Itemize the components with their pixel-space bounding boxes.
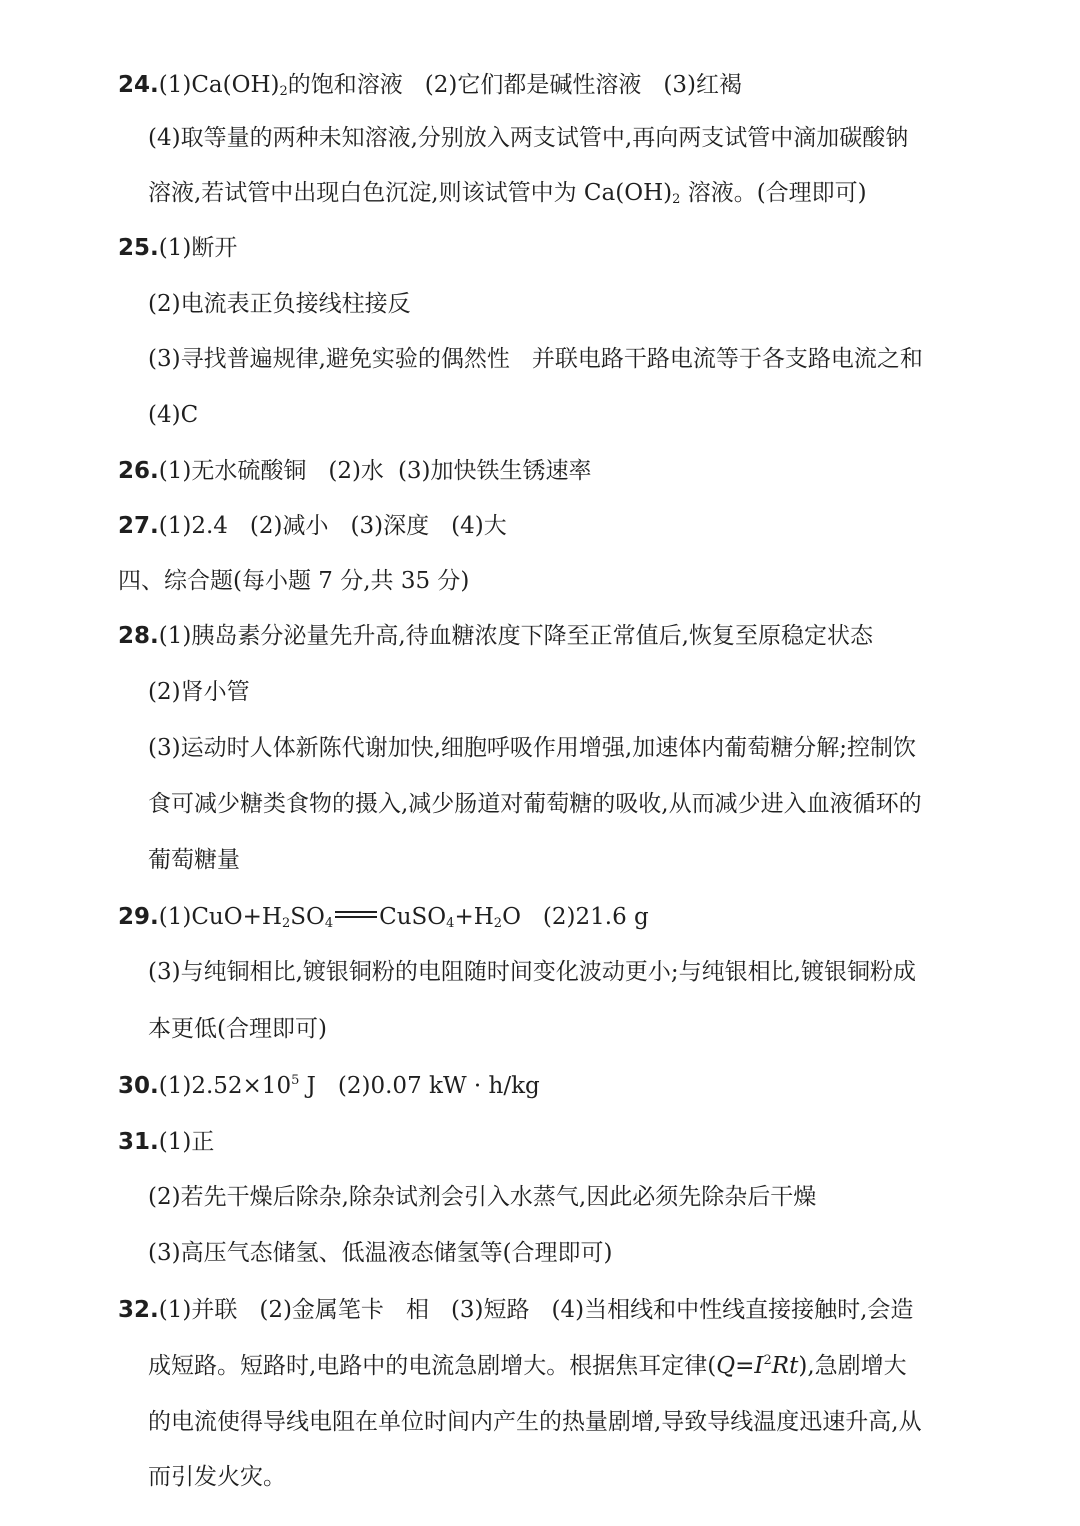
equation-text: SO: [290, 904, 325, 930]
formula: Q=I: [716, 1353, 764, 1379]
answer-text: (3)加快铁生锈速率: [397, 458, 592, 484]
q29-line-1: [118, 902, 649, 932]
question-number: 24.: [118, 72, 159, 98]
answer-text: (1)并联: [158, 1297, 238, 1323]
answer-text: (1)无水硫酸铜: [158, 458, 307, 484]
q28-line-1: [118, 621, 873, 651]
q32-line-3: 的电流使得导线电阻在单位时间内产生的热量剧增,导致导线温度迅速升高,从: [148, 1409, 922, 1435]
question-number: 30.: [118, 1073, 159, 1099]
subscript: 4: [324, 916, 334, 931]
question-number: 31.: [118, 1129, 159, 1155]
equation-text: +H: [454, 904, 494, 930]
answer-text: (2)金属笔卡: [259, 1297, 384, 1323]
question-number: 28.: [118, 623, 159, 649]
q29-line-2: (3)与纯铜相比,镀银铜粉的电阻随时间变化波动更小;与纯银相比,镀银铜粉成: [148, 959, 916, 985]
answer-text: ),急剧增大: [798, 1353, 907, 1379]
equation-text: (1)CuO+H: [158, 904, 282, 930]
answer-text: (3)深度: [350, 513, 430, 539]
q24-line-3: [148, 178, 867, 208]
answer-text: (1)2.52×10: [158, 1073, 292, 1099]
answer-text: (1)胰岛素分泌量先升高,待血糖浓度下降至正常值后,恢复至原稳定状态: [158, 623, 873, 649]
question-number: 32.: [118, 1297, 159, 1323]
answer-text: (2)0.07 kW · h/kg: [337, 1073, 540, 1099]
answer-text: (1)正: [158, 1129, 215, 1155]
answer-text: 溶液。(合理即可): [680, 180, 867, 206]
answer-text: (4)当相线和中性线直接接触时,会造: [551, 1297, 914, 1323]
answer-text: (3)红褐: [663, 72, 742, 98]
answer-text: (1)Ca(OH): [158, 72, 280, 98]
subscript: 2: [493, 916, 503, 931]
answer-text: (4)大: [451, 513, 507, 539]
section-heading: 四、综合题(每小题 7 分,共 35 分): [118, 568, 470, 594]
q28-line-4: 食可减少糖类食物的摄入,减少肠道对葡萄糖的吸收,从而减少进入血液循环的: [148, 791, 922, 817]
q28-line-3: (3)运动时人体新陈代谢加快,细胞呼吸作用增强,加速体内葡萄糖分解;控制饮: [148, 735, 916, 761]
q24-line-1: [118, 70, 742, 100]
q25-line-1: [118, 233, 237, 263]
question-number: 27.: [118, 513, 159, 539]
question-number: 25.: [118, 235, 159, 261]
question-number: 29.: [118, 904, 159, 930]
q32-line-4: 而引发火灾。: [148, 1464, 286, 1490]
q26-line: [118, 456, 592, 486]
q25-line-2: (2)电流表正负接线柱接反: [148, 291, 411, 317]
q31-line-1: [118, 1127, 214, 1157]
formula: Rt: [771, 1353, 799, 1379]
answer-text: (3)寻找普遍规律,避免实验的偶然性: [148, 346, 510, 372]
q24-line-2: (4)取等量的两种未知溶液,分别放入两支试管中,再向两支试管中滴加碳酸钠: [148, 125, 909, 151]
q31-line-2: (2)若先干燥后除杂,除杂试剂会引入水蒸气,因此必须先除杂后干燥: [148, 1184, 817, 1210]
answer-text: 的饱和溶液: [287, 72, 403, 98]
q25-line-4: (4)C: [148, 402, 199, 428]
equation-text: CuSO: [379, 904, 447, 930]
subscript: 2: [672, 192, 681, 207]
superscript: 2: [763, 1353, 772, 1368]
q30-line: [118, 1071, 540, 1101]
answer-text: (2)21.6 g: [542, 904, 649, 930]
answer-text: (3)短路: [450, 1297, 530, 1323]
q32-line-2: [148, 1351, 907, 1381]
q31-line-3: (3)高压气态储氢、低温液态储氢等(合理即可): [148, 1240, 613, 1266]
q28-line-5: 葡萄糖量: [148, 847, 240, 873]
equals-sign: [333, 908, 379, 922]
equation-text: O: [502, 904, 521, 930]
q27-line: [118, 511, 507, 541]
answer-text: (1)断开: [158, 235, 238, 261]
q29-line-3: 本更低(合理即可): [148, 1016, 327, 1042]
q32-line-1: [118, 1295, 913, 1325]
answer-text: 成短路。短路时,电路中的电流急剧增大。根据焦耳定律(: [148, 1353, 717, 1379]
answer-text: (1)2.4: [158, 513, 228, 539]
answer-text: (2)它们都是碱性溶液: [424, 72, 642, 98]
answer-text: 溶液,若试管中出现白色沉淀,则该试管中为 Ca(OH): [148, 180, 673, 206]
answer-text: (2)减小: [249, 513, 329, 539]
question-number: 26.: [118, 458, 159, 484]
superscript: 5: [291, 1073, 300, 1088]
answer-text: (2)水: [328, 458, 384, 484]
subscript: 2: [279, 84, 288, 99]
answer-text: J: [299, 1073, 316, 1099]
answer-text: 相: [405, 1297, 429, 1323]
q25-line-3: [148, 344, 923, 374]
subscript: 4: [446, 916, 455, 931]
q28-line-2: (2)肾小管: [148, 679, 250, 705]
subscript: 2: [281, 916, 291, 931]
answer-text: 并联电路干路电流等于各支路电流之和: [531, 346, 923, 372]
